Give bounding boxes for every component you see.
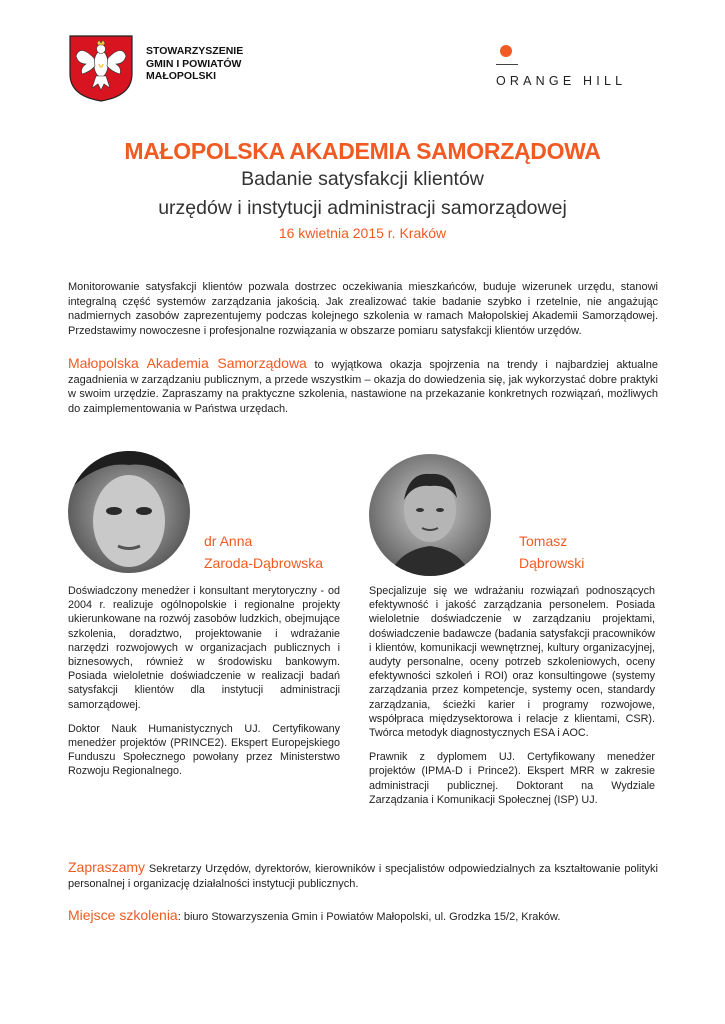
speaker-name-tomasz: [519, 530, 584, 574]
event-date: 16 kwietnia 2015 r. Kraków: [278, 225, 447, 241]
venue-lead: Miejsce szkolenia: [68, 907, 178, 923]
association-line: MAŁOPOLSKI: [146, 70, 216, 82]
coat-of-arms-logo: [68, 34, 134, 102]
speaker-name-line: Tomasz: [519, 533, 568, 549]
association-name: [146, 45, 243, 83]
logo-divider: [496, 64, 518, 65]
speaker-photo-tomasz: [369, 454, 491, 576]
venue-paragraph: [68, 908, 658, 925]
speaker-name-line: Zaroda-Dąbrowska: [204, 555, 324, 571]
speaker-bio-tomasz: [369, 584, 655, 817]
partner-logo-text: ORANGE HILL: [496, 74, 627, 88]
bio-paragraph: Doktor Nauk Humanistycznych UJ. Certyfikowany menedżer projektów (PRINCE2). Ekspert Europejskiego Funduszu Społecznego powołany przez Ministerstwo Rozwoju Regionalnego.: [68, 722, 340, 778]
association-line: STOWARZYSZENIE: [146, 45, 244, 57]
speaker-name-line: Dąbrowski: [519, 555, 585, 571]
subtitle-line-1: Badanie satysfakcji klientów: [241, 168, 484, 190]
subtitle-line-2: urzędów i instytucji administracji samorządowej: [158, 197, 567, 219]
speaker-name-line: dr Anna: [204, 533, 253, 549]
invite-paragraph: [68, 860, 658, 891]
association-line: GMIN I POWIATÓW: [146, 57, 242, 70]
bio-paragraph: Prawnik z dyplomem UJ. Certyfikowany menedżer projektów (IPMA-D i Prince2). Ekspert MRR w zakresie administracji publicznej. Doktorant na Wydziale Zarządzania i Komunikacji Społecznej (ISP) UJ.: [369, 751, 655, 806]
intro-paragraph: Monitorowanie satysfakcji klientów pozwala dostrzec oczekiwania mieszkańców, buduje wizerunek urzędu, stanowi integralną część systemów zarządzania jakością. Jak zrealizować takie badanie szybko i rzetelnie, nie angażując nadmiernych zasobów zaprezentujemy podczas kolejnego szkolenia w ramach Małopolskiej Akademii Samorządowej. Przedstawimy nowoczesne i profesjonalne rozwiązania w obszarze pomiaru satysfakcji klientów urzędów.: [68, 281, 658, 337]
orange-dot-icon: [500, 45, 512, 57]
speaker-name-anna: [204, 530, 323, 574]
page-title: MAŁOPOLSKA AKADEMIA SAMORZĄDOWA: [124, 138, 601, 164]
bio-paragraph: Specjalizuje się we wdrażaniu rozwiązań podnoszących efektywność i jakość zarządzania personelem. Posiada wieloletnie doświadczenie w zarządzaniu projektami, doświadczenie badawcze (badania satysfakcji pracowników i klientów, komunikacji wewnętrznej, kultury organizacyjnej, audyty personalne, oceny potrzeb szkoleniowych, oceny efektywności szkoleń i ROI) oraz konsultingowe (systemy zarządzania przez kompetencje, systemy ocen, standardy zarządzania, ścieżki karier i programy rozwojowe, współpraca międzysektorowa i relacje z klientami, CSR). Twórca metodyk diagnostycznych ESA i AOC.: [369, 585, 655, 740]
bio-paragraph: Doświadczony menedżer i konsultant merytoryczny - od 2004 r. realizuje ogólnopolskie i regionalne projekty ukierunkowane na rozwój zasobów ludzkich, obejmujące szkolenia, doradztwo, projektowanie i wdrażanie narzędzi rozwojowych w organizacjach publicznych i biznesowych, również w środowisku bankowym. Posiada wieloletnie doświadczenie w realizacji badań satysfakcji klientów dla instytucji administracji samorządowej.: [68, 585, 340, 711]
invite-lead: Zapraszamy: [68, 859, 146, 875]
academy-text: to wyjątkowa okazja spojrzenia na trendy i najbardziej aktualne zagadnienia w zarządzaniu publicznym, a przede wszystkim – okazja do dowiedzenia się, jak wykorzystać dobre praktyki w swoim urzędzie. Zapraszamy na praktyczne szkolenia, nastawione na przekazanie konkretnych rozwiązań, możliwych do zaimplementowania w Państwa urzędach.: [68, 359, 658, 415]
speaker-photo-anna: [68, 451, 190, 573]
venue-text: : biuro Stowarzyszenia Gmin i Powiatów Małopolski, ul. Grodzka 15/2, Kraków.: [177, 911, 561, 923]
academy-paragraph: [68, 356, 658, 416]
invite-text: Sekretarzy Urzędów, dyrektorów, kierowników i specjalistów odpowiedzialnych za kształtowanie polityki personalnej i organizację działalności instytucji publicznych.: [68, 863, 658, 890]
academy-lead: Małopolska Akademia Samorządowa: [68, 355, 307, 371]
speaker-bio-anna: [68, 584, 340, 789]
